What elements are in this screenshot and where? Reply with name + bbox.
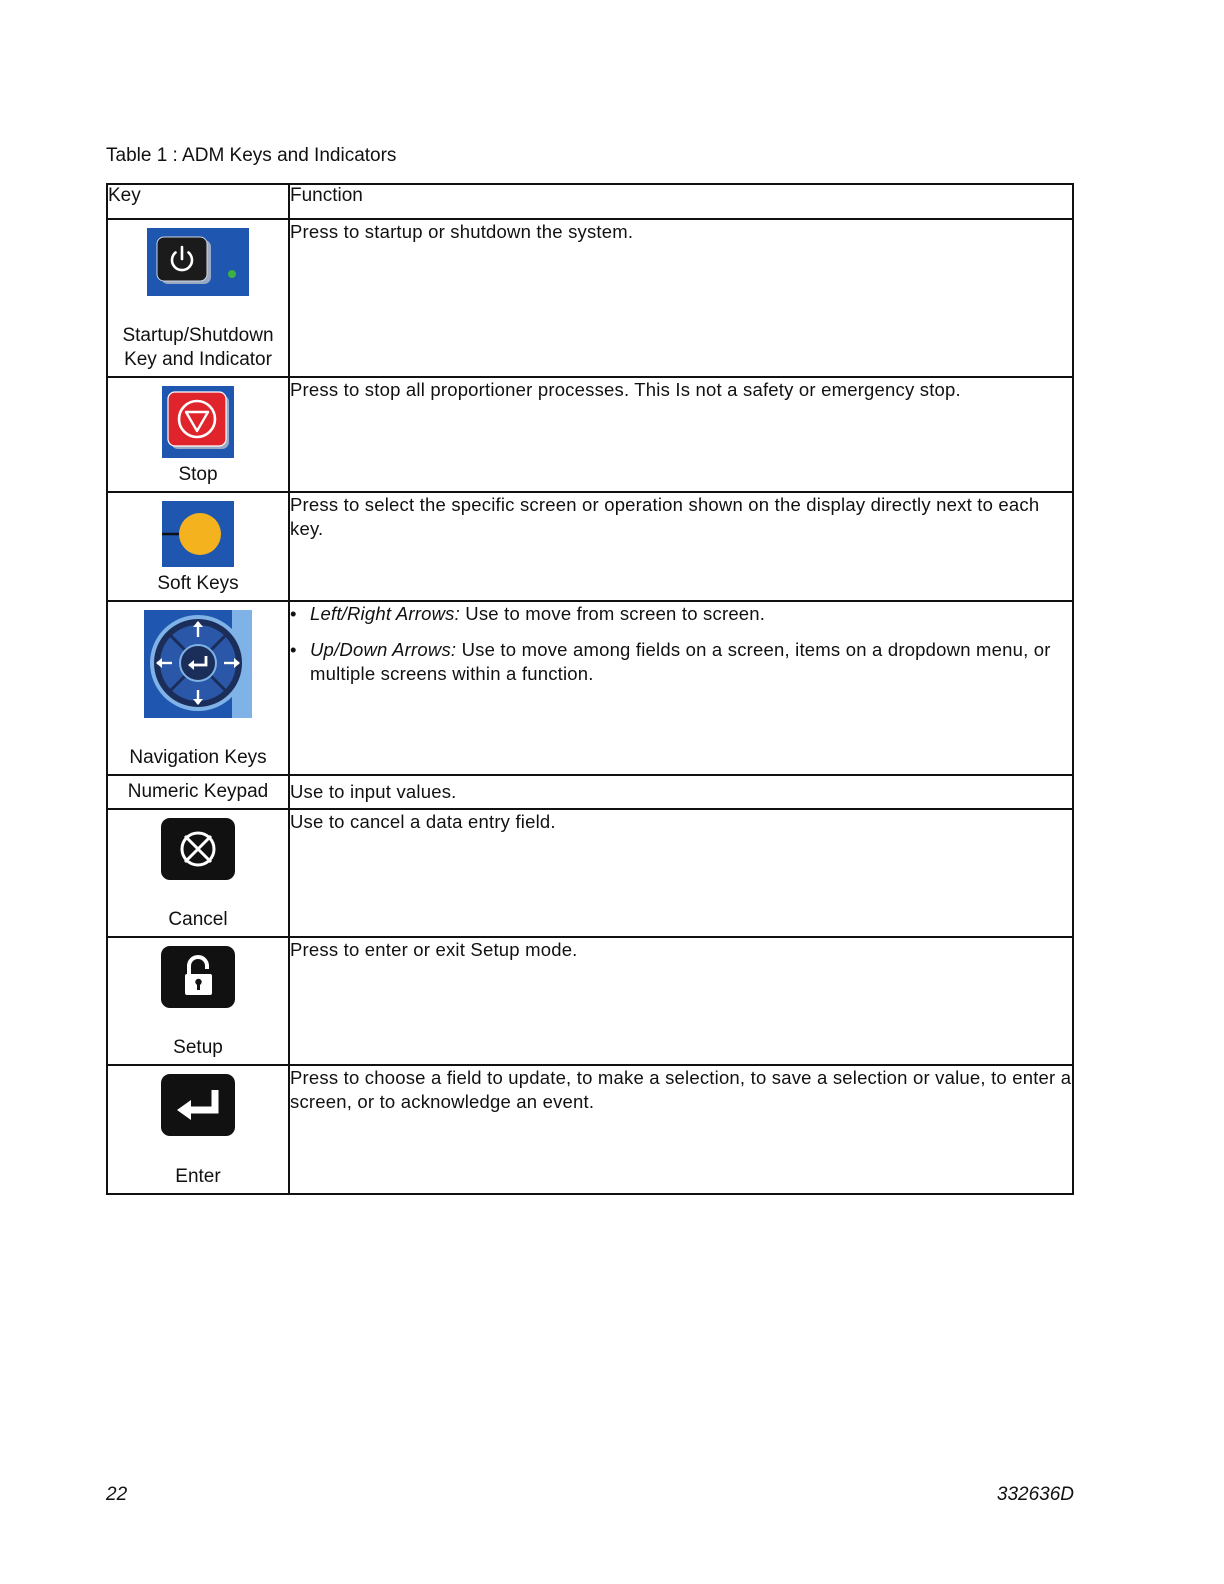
- navigation-keys-icon: [144, 610, 252, 718]
- function-soft-keys: Press to select the specific screen or operation shown on the display directly next to each key.: [289, 492, 1073, 601]
- table-row: [107, 937, 1073, 1065]
- document-number: 332636D: [996, 1484, 1074, 1505]
- table-header-row: [107, 184, 1073, 219]
- key-label-navigation: Navigation Keys: [129, 747, 267, 768]
- key-cell-soft-keys: [107, 492, 289, 601]
- key-label-enter: Enter: [175, 1166, 221, 1187]
- function-numeric-keypad: Use to input values.: [289, 775, 1073, 809]
- table-caption: Table 1 : ADM Keys and Indicators: [106, 145, 397, 166]
- key-cell-setup: [107, 937, 289, 1065]
- list-item: • Up/Down Arrows: Use to move among fields on a screen, items on a dropdown menu, or multiple screens within a function.: [290, 638, 1072, 686]
- function-startup: Press to startup or shutdown the system.: [289, 219, 1073, 377]
- power-icon: [147, 228, 249, 296]
- cancel-icon: [161, 818, 235, 880]
- key-label-startup: Startup/Shutdown Key and Indicator: [122, 325, 274, 370]
- table-row: [107, 219, 1073, 377]
- key-label-cancel: Cancel: [168, 909, 228, 930]
- function-stop: Press to stop all proportioner processes. This Is not a safety or emergency stop.: [289, 377, 1073, 492]
- page-number: 22: [106, 1484, 128, 1505]
- key-cell-cancel: [107, 809, 289, 937]
- stop-icon: [162, 386, 234, 458]
- key-label-setup: Setup: [173, 1037, 223, 1058]
- key-cell-navigation: [107, 601, 289, 775]
- list-item: • Left/Right Arrows: Use to move from screen to screen.: [290, 602, 1072, 626]
- function-navigation: [289, 601, 1073, 775]
- key-label-numeric-keypad: Numeric Keypad: [127, 781, 269, 802]
- enter-icon: [161, 1074, 235, 1136]
- table-row: [107, 601, 1073, 775]
- setup-lock-icon: [161, 946, 235, 1008]
- key-cell-numeric-keypad: [107, 775, 289, 809]
- function-cancel: Use to cancel a data entry field.: [289, 809, 1073, 937]
- function-setup: Press to enter or exit Setup mode.: [289, 937, 1073, 1065]
- function-enter: Press to choose a field to update, to make a selection, to save a selection or value, to enter a screen, or to acknowledge an event.: [289, 1065, 1073, 1194]
- adm-keys-table: [106, 183, 1074, 1195]
- key-label-soft-keys: Soft Keys: [157, 573, 239, 594]
- key-label-stop: Stop: [178, 464, 218, 485]
- header-function: Function: [289, 184, 1073, 219]
- table-row: [107, 809, 1073, 937]
- key-cell-stop: [107, 377, 289, 492]
- table-row: [107, 775, 1073, 809]
- soft-key-icon: [162, 501, 234, 567]
- table-row: [107, 492, 1073, 601]
- table-row: [107, 377, 1073, 492]
- key-cell-startup: [107, 219, 289, 377]
- key-cell-enter: [107, 1065, 289, 1194]
- table-row: [107, 1065, 1073, 1194]
- header-key: Key: [107, 184, 289, 219]
